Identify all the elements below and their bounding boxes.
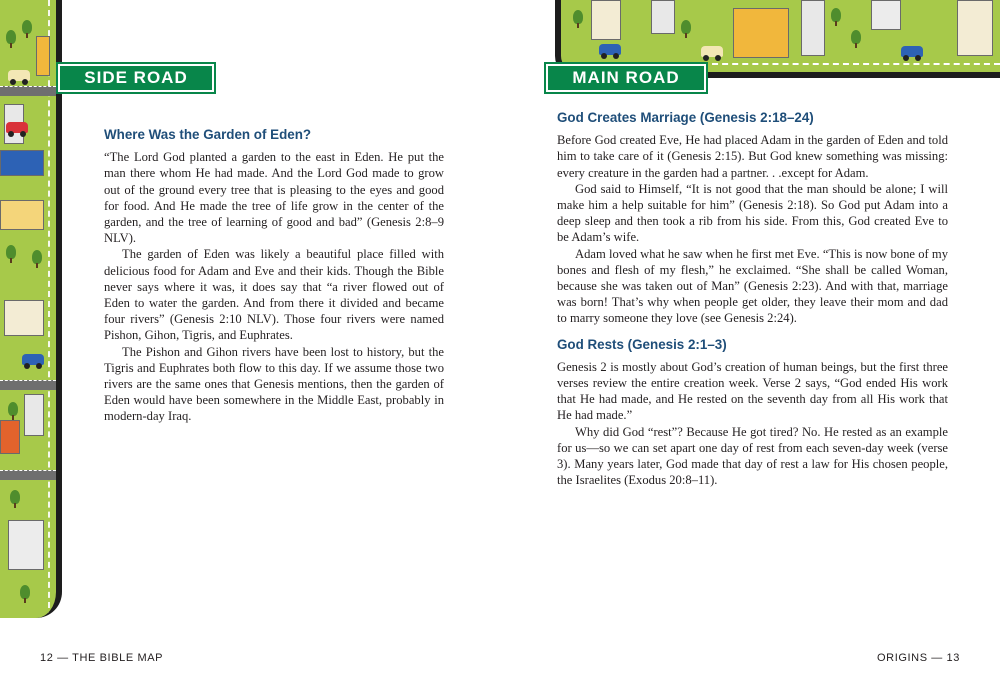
body-paragraph: The Pishon and Gihon rivers have been lost to history, but the Tigris and Euphrates both flow to this day. If we assume those two rivers are the same ones that Genesis mentions, then the garden of Eden would have been somewhere in the Middle East, probably in modern-day Iraq. <box>104 344 444 424</box>
left-map-illustration <box>0 0 62 618</box>
building-icon <box>0 150 44 176</box>
section-heading: God Rests (Genesis 2:1–3) <box>557 336 727 352</box>
left-page-content <box>104 127 444 425</box>
body-paragraph: God said to Himself, “It is not good that the man should be alone; I will make him a help suitable for him” (Genesis 2:18). So God put Adam into a deep sleep and then took a rib from his side. From this, God created Eve to be Adam’s wife. <box>557 181 948 245</box>
section-heading: God Creates Marriage (Genesis 2:18–24) <box>557 110 814 125</box>
tree-icon <box>573 10 583 24</box>
map-road-horizontal <box>0 380 56 390</box>
tree-icon <box>8 402 18 416</box>
building-icon <box>591 0 621 40</box>
car-icon <box>8 70 30 81</box>
tree-icon <box>32 250 42 264</box>
tree-icon <box>20 585 30 599</box>
map-road-horizontal <box>0 470 56 480</box>
building-icon <box>801 0 825 56</box>
page-footer-right: ORIGINS — 13 <box>877 652 960 664</box>
building-icon <box>8 520 44 570</box>
building-icon <box>0 200 44 230</box>
side-road-sign: SIDE ROAD <box>58 64 214 92</box>
building-icon <box>733 8 789 58</box>
car-icon <box>599 44 621 55</box>
building-icon <box>36 36 50 76</box>
tree-icon <box>6 30 16 44</box>
building-icon <box>0 420 20 454</box>
tree-icon <box>681 20 691 34</box>
body-paragraph: Why did God “rest”? Because He got tired? No. He rested as an example for us—so we can set apart one day of rest from each seven-day week (verse 3). Many years later, God made that day of rest a law for His chosen people, the Israelites (Exodus 20:8–11). <box>557 424 948 488</box>
page-footer-left: 12 — THE BIBLE MAP <box>40 652 164 664</box>
body-paragraph: “The Lord God planted a garden to the east in Eden. He put the man there whom He had made. And the Lord God made to grow out of the ground every tree that is pleasing to the eyes and good for food. And He made the tree of life grow in the center of the garden, and the tree of learning of good and bad” (Genesis 2:8–9 NLV). <box>104 150 444 246</box>
building-icon <box>651 0 675 34</box>
body-paragraph: Adam loved what he saw when he first met Eve. “This is now bone of my bones and flesh of my flesh,” he exclaimed. “She shall be called Woman, because she was taken out of Man” (Genesis 2:23). And with that, marriage was born! That’s why when people get older, they leave their mom and dad to marry someone they love (see Genesis 2:24). <box>557 246 948 326</box>
body-paragraph: The garden of Eden was likely a beautiful place filled with delicious food for Adam and Eve and their kids. Though the Bible never says where it was, it does say that “a river flowed out of Eden to water the garden. And from there it divided and became four rivers” (Genesis 2:10 NLV). Those four rivers were named Pishon, Gihon, Tigris, and Euphrates. <box>104 247 444 343</box>
right-page-content <box>557 110 948 488</box>
tree-icon <box>6 245 16 259</box>
building-icon <box>4 300 44 336</box>
car-icon <box>701 46 723 57</box>
car-icon <box>6 122 28 133</box>
map-road-horizontal <box>0 86 56 96</box>
section-heading: Where Was the Garden of Eden? <box>104 127 312 142</box>
building-icon <box>24 394 44 436</box>
main-road-sign: MAIN ROAD <box>546 64 706 92</box>
car-icon <box>22 354 44 365</box>
building-icon <box>871 0 901 30</box>
tree-icon <box>10 490 20 504</box>
car-icon <box>901 46 923 57</box>
tree-icon <box>831 8 841 22</box>
building-icon <box>957 0 993 56</box>
tree-icon <box>851 30 861 44</box>
body-paragraph: Before God created Eve, He had placed Adam in the garden of Eden and told him to take care of it (Genesis 2:15). But God knew something was missing: every creature in the garden had a partner. . .except for Adam. <box>557 133 948 180</box>
body-paragraph: Genesis 2 is mostly about God’s creation of human beings, but the first three verses review the entire creation week. Verse 2 says, “God ended His work that He had made, and He rested on the seventh day from all His work that He had made.” <box>557 359 948 423</box>
tree-icon <box>22 20 32 34</box>
